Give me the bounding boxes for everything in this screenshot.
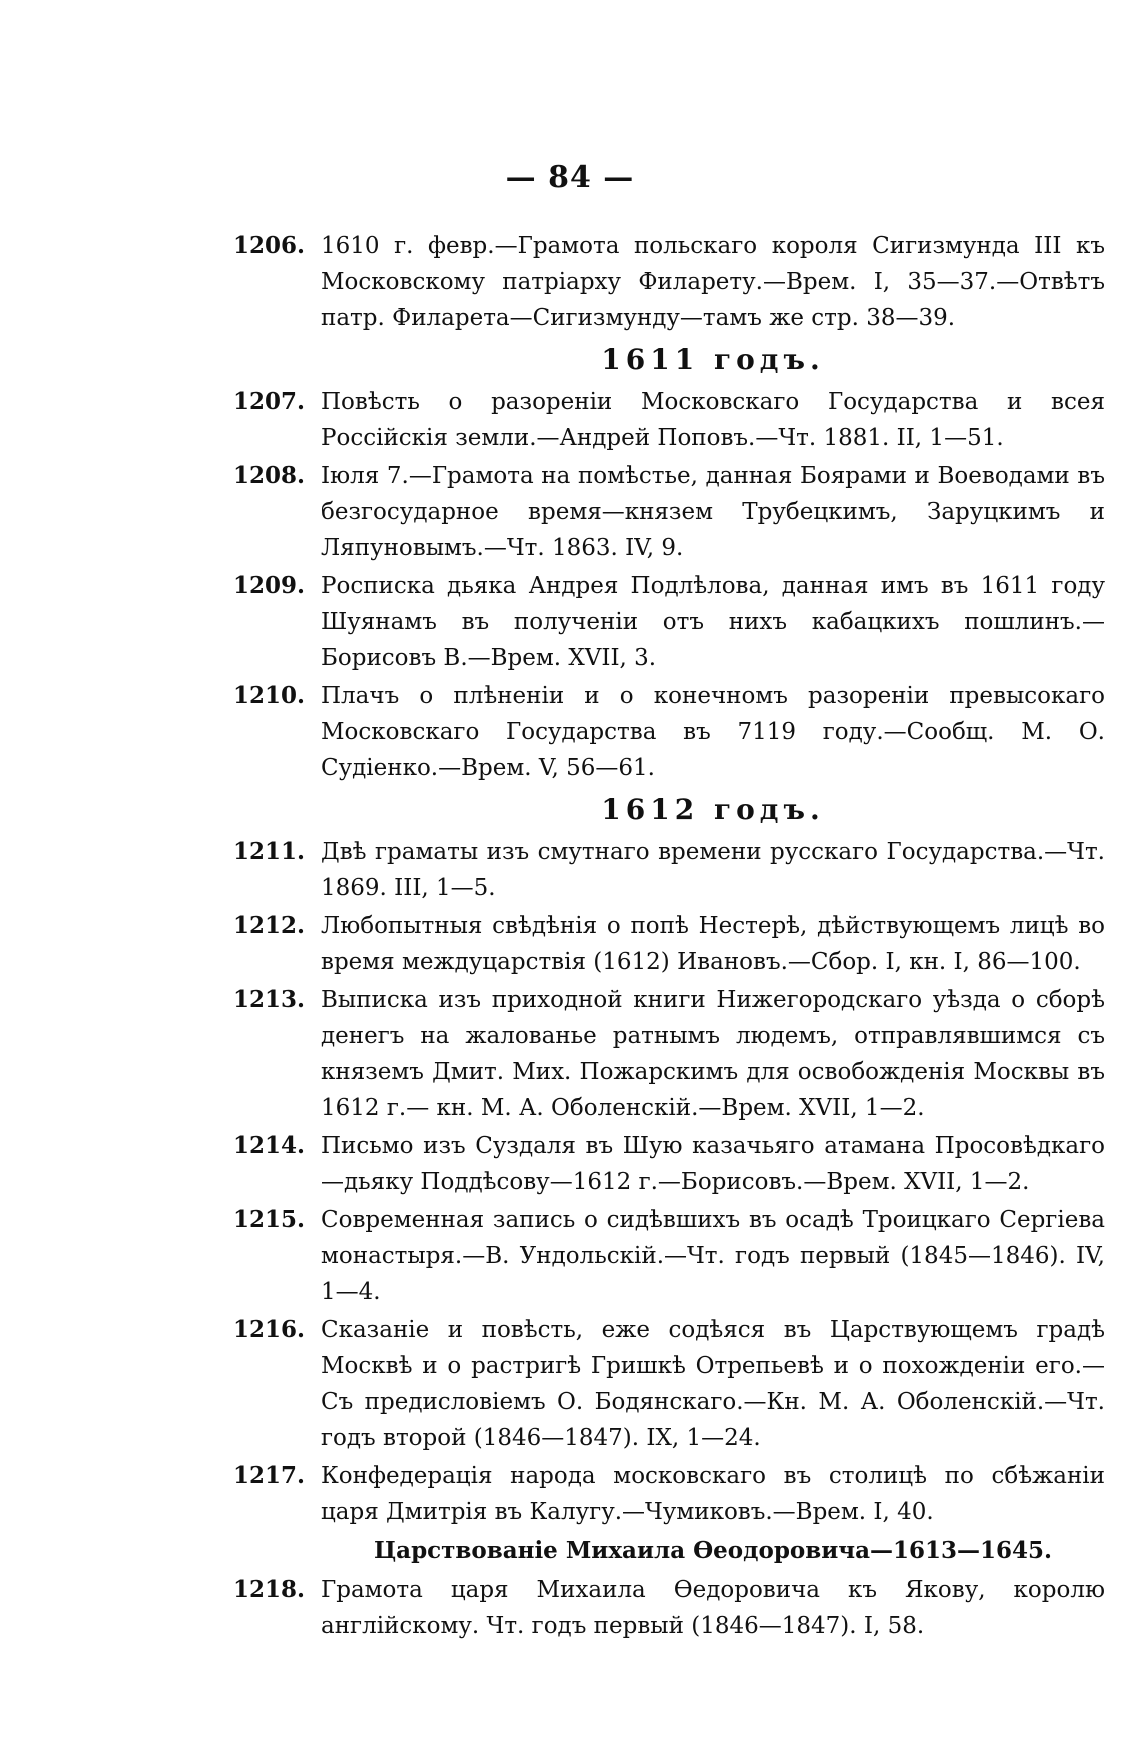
entry-number: 1214. <box>233 1132 306 1159</box>
entry-text: 1610 г. февр.—Грамота польскаго короля Сигизмунда III къ Московскому патріарху Филарету.—Врем. I, 35—37.—Отвѣтъ патр. Филарета—Сигизмунду—тамъ же стр. 38—39. <box>321 233 1105 331</box>
entry-text: Грамота царя Михаила Ѳедоровича къ Якову, королю англійскому. Чт. годъ первый (1846—1847). I, 58. <box>321 1577 1105 1639</box>
entry-number: 1216. <box>233 1316 306 1343</box>
entry-text: Сказаніе и повѣсть, еже содѣяся въ Царствующемъ градѣ Москвѣ и о растригѣ Гришкѣ Отрепьевѣ и о похожденіи его.—Съ предисловіемъ О. Бодянскаго.—Кн. М. А. Оболенскій.—Чт. годъ второй (1846—1847). IX, 1—24. <box>321 1317 1105 1451</box>
entry-number: 1208. <box>233 462 306 489</box>
entry-text: Двѣ граматы изъ смутнаго времени русскаго Государства.—Чт. 1869. III, 1—5. <box>321 839 1105 901</box>
entry-text: Росписка дьяка Андрея Подлѣлова, данная имъ въ 1611 году Шуянамъ въ полученіи отъ нихъ кабацкихъ пошлинъ.—Борисовъ В.—Врем. XVII, 3. <box>321 573 1105 671</box>
entry-number: 1217. <box>233 1462 306 1489</box>
year-heading-1612: 1612 годъ. <box>601 793 825 826</box>
entry-1213 <box>235 982 1105 1126</box>
entry-1216 <box>235 1312 1105 1456</box>
entry-text: Современная запись о сидѣвшихъ въ осадѣ Троицкаго Сергіева монастыря.—В. Ундольскій.—Чт. годъ первый (1845—1846). IV, 1—4. <box>321 1207 1105 1305</box>
entry-text: Іюля 7.—Грамота на помѣстье, данная Боярами и Воеводами въ безгосударное время—князем Трубецкимъ, Заруцкимъ и Ляпуновымъ.—Чт. 1863. IV, 9. <box>321 463 1105 561</box>
bibliography-list <box>235 228 1105 1646</box>
entry-text: Плачъ о плѣненіи и о конечномъ разореніи превысокаго Московскаго Государства въ 7119 году.—Сообщ. М. О. Судіенко.—Врем. V, 56—61. <box>321 683 1105 781</box>
entry-1211 <box>235 834 1105 906</box>
entry-1212 <box>235 908 1105 980</box>
entry-number: 1212. <box>233 912 306 939</box>
entry-number: 1206. <box>233 232 306 259</box>
entry-number: 1207. <box>233 388 306 415</box>
entry-1209 <box>235 568 1105 676</box>
entry-text: Повѣсть о разореніи Московскаго Государства и всея Россійскія земли.—Андрей Поповъ.—Чт. 1881. II, 1—51. <box>321 389 1105 451</box>
entry-1207 <box>235 384 1105 456</box>
entry-1218 <box>235 1572 1105 1644</box>
entry-text: Письмо изъ Суздаля въ Шую казачьяго атамана Просовѣдкаго—дьяку Поддѣсову—1612 г.—Борисовъ.—Врем. XVII, 1—2. <box>321 1133 1105 1195</box>
entry-number: 1213. <box>233 986 306 1013</box>
year-heading-1611: 1611 годъ. <box>601 343 825 376</box>
entry-text: Выписка изъ приходной книги Нижегородскаго уѣзда о сборѣ денегъ на жалованье ратнымъ людемъ, отправлявшимся съ княземъ Дмит. Мих. Пожарскимъ для освобожденія Москвы въ 1612 г.— кн. М. А. Оболенскій.—Врем. XVII, 1—2. <box>321 987 1105 1121</box>
entry-1210 <box>235 678 1105 786</box>
entry-number: 1210. <box>233 682 306 709</box>
entry-text: Любопытныя свѣдѣнія о попѣ Нестерѣ, дѣйствующемъ лицѣ во время междуцарствія (1612) Ивановъ.—Сбор. I, кн. I, 86—100. <box>321 913 1105 975</box>
entry-number: 1218. <box>233 1576 306 1603</box>
entry-1217 <box>235 1458 1105 1530</box>
entry-1214 <box>235 1128 1105 1200</box>
reign-heading: Царствованіе Михаила Ѳеодоровича—1613—1645. <box>373 1537 1053 1564</box>
entry-1215 <box>235 1202 1105 1310</box>
entry-number: 1211. <box>233 838 306 865</box>
entry-1206 <box>235 228 1105 336</box>
page-number: — 84 — <box>505 160 635 195</box>
entry-1208 <box>235 458 1105 566</box>
entry-number: 1215. <box>233 1206 306 1233</box>
entry-text: Конфедерація народа московскаго въ столицѣ по сбѣжаніи царя Дмитрія въ Калугу.—Чумиковъ.—Врем. I, 40. <box>321 1463 1105 1525</box>
entry-number: 1209. <box>233 572 306 599</box>
